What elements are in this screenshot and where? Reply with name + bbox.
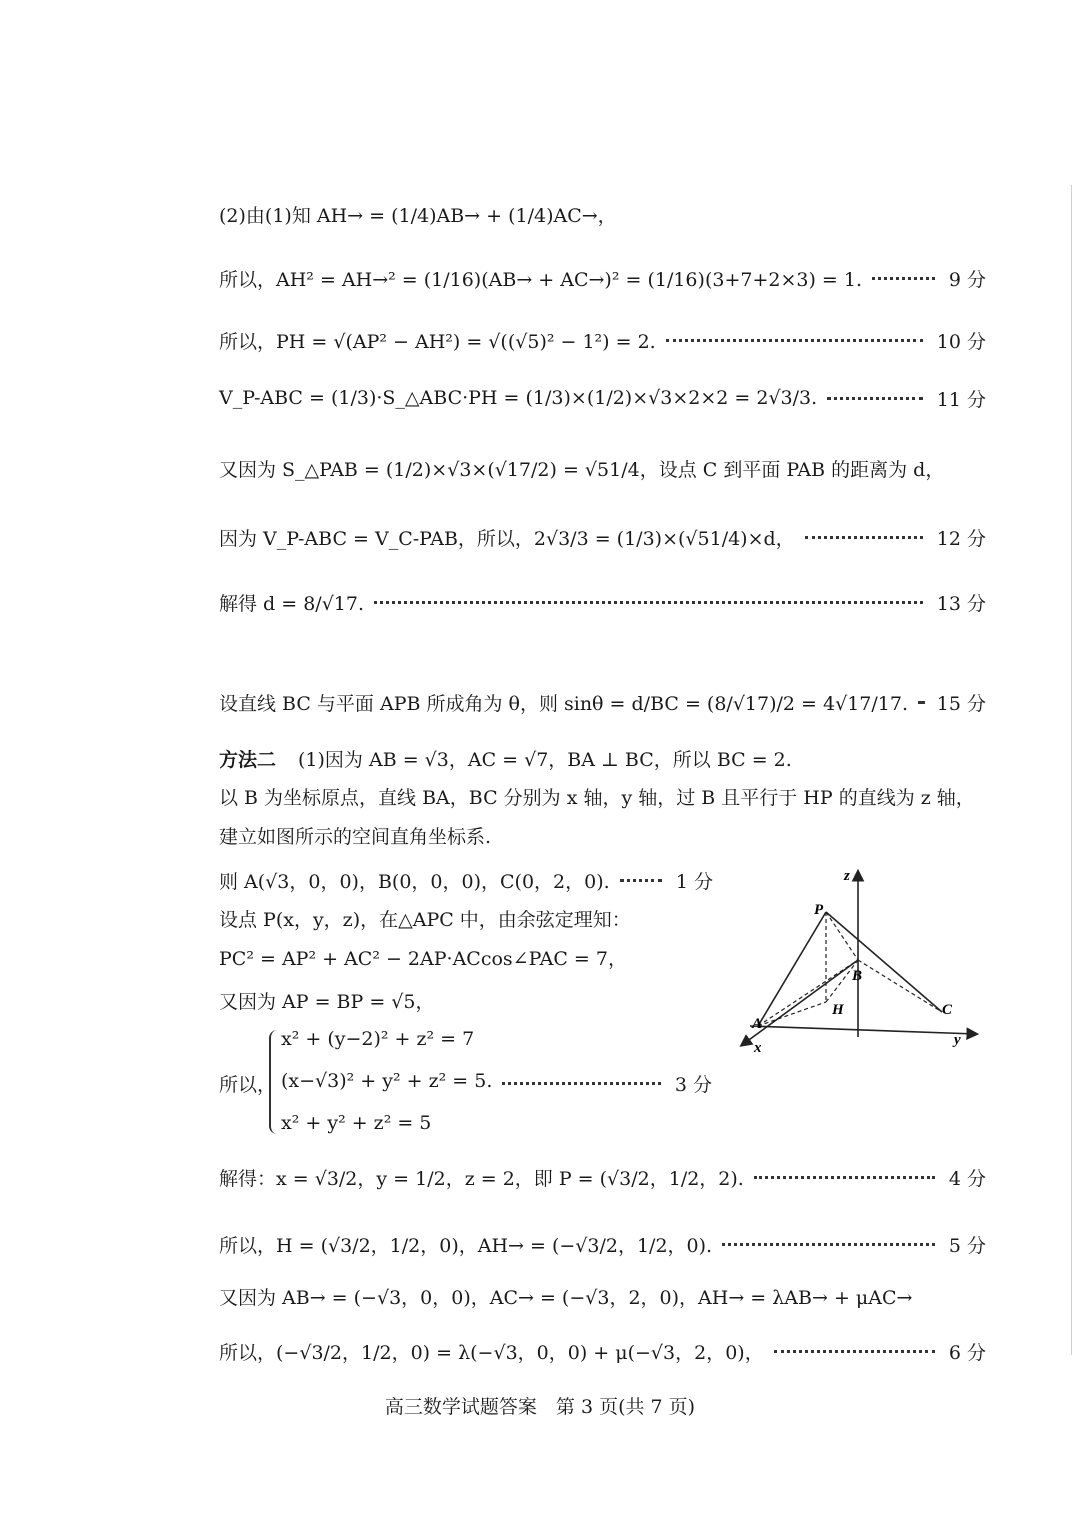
method-two-line: 方法二 (1)因为 AB = √3，AC = √7，BA ⊥ BC，所以 BC = 2. — [219, 738, 986, 778]
leader-dots — [918, 701, 923, 704]
edge-bc — [858, 960, 942, 1012]
solution-line-15: 又因为 AP = BP = √5， — [219, 990, 435, 1013]
method-two-heading: 方法二 — [219, 748, 277, 771]
score-label: 12 分 — [936, 527, 986, 550]
solution-line-4: V_P-ABC = (1/3)·S_△ABC·PH = (1/3)×(1/2)×√3×2×2 = 2√3/3. 11 分 — [219, 378, 986, 418]
y-axis — [750, 1026, 976, 1034]
solution-line-7: 解得 d = 8/√17. 13 分 — [219, 582, 986, 622]
solution-line-11: 建立如图所示的空间直角坐标系. — [219, 825, 492, 848]
score-label: 4 分 — [948, 1167, 986, 1190]
score-label: 9 分 — [948, 268, 986, 291]
coordinate-figure — [730, 862, 1010, 1062]
solution-line-13: 设点 P(x，y，z)，在△APC 中，由余弦定理知： — [219, 908, 631, 931]
left-brace — [269, 1030, 281, 1134]
score-label: 1 分 — [675, 870, 713, 893]
solution-line-5: 又因为 S_△PAB = (1/2)×√3×(√17/2) = √51/4，设点 C 到平面 PAB 的距离为 d， — [219, 458, 945, 481]
label-y: y — [954, 1032, 961, 1048]
leader-dots — [666, 339, 923, 342]
equation-row: x² + (y−2)² + z² = 7 — [281, 1028, 475, 1050]
equation-row: (x−√3)² + y² + z² = 5. — [281, 1070, 493, 1092]
equation-row: x² + y² + z² = 5 — [281, 1112, 432, 1134]
label-x: x — [754, 1040, 762, 1056]
solution-line-3: 所以，PH = √(AP² − AH²) = √((√5)² − 1²) = 2. 10 分 — [219, 320, 986, 360]
label-b: B — [852, 968, 863, 984]
solution-line-2: 所以，AH² = AH→² = (1/16)(AB→ + AC→)² = (1/16)(3+7+2×3) = 1. 9 分 — [219, 258, 986, 298]
leader-dots — [774, 1350, 935, 1353]
label-a: A — [752, 1016, 763, 1032]
equation-system: 所以， x² + (y−2)² + z² = 7 (x−√3)² + y² + z² = 5. x² + y² + z² = 5 3 分 — [219, 1028, 712, 1134]
label-c: C — [942, 1002, 953, 1018]
leader-dots — [502, 1082, 661, 1085]
solution-line-18: 所以，H = (√3/2，1/2，0)，AH→ = (−√3/2，1/2，0). 5 分 — [219, 1224, 986, 1264]
edge-ah — [758, 1002, 826, 1026]
solution-line-12: 则 A(√3，0，0)，B(0，0，0)，C(0，2，0). 1 分 — [219, 860, 713, 900]
label-z: z — [844, 868, 850, 884]
score-label: 11 分 — [936, 388, 986, 411]
score-label: 6 分 — [948, 1341, 986, 1364]
score-label: 3 分 — [674, 1074, 712, 1096]
solution-line-19: 又因为 AB→ = (−√3，0，0)，AC→ = (−√3，2，0)，AH→ = λAB→ + μAC→ — [219, 1286, 913, 1309]
score-label: 15 分 — [936, 692, 986, 715]
leader-dots — [872, 277, 935, 280]
label-p: P — [814, 902, 824, 918]
leader-dots — [722, 1243, 935, 1246]
solution-line-20: 所以，(−√3/2，1/2，0) = λ(−√3，0，0) + μ(−√3，2，0)， 6 分 — [219, 1331, 986, 1371]
page-footer: 高三数学试题答案 第 3 页(共 7 页) — [384, 1396, 696, 1418]
edge-pc — [826, 912, 942, 1012]
leader-dots — [827, 397, 923, 400]
page-edge-line — [1071, 185, 1072, 1355]
score-label: 13 分 — [936, 592, 986, 615]
label-h: H — [832, 1002, 844, 1018]
score-label: 10 分 — [936, 330, 986, 353]
solution-line-14: PC² = AP² + AC² − 2AP·ACcos∠PAC = 7， — [219, 947, 627, 970]
solution-line-1: (2)由(1)知 AH→ = (1/4)AB→ + (1/4)AC→， — [219, 204, 617, 227]
score-label: 5 分 — [948, 1234, 986, 1257]
leader-dots — [754, 1176, 935, 1179]
solution-line-6: 因为 V_P-ABC = V_C-PAB，所以，2√3/3 = (1/3)×(√51/4)×d， 12 分 — [219, 517, 986, 557]
solution-line-8: 设直线 BC 与平面 APB 所成角为 θ，则 sinθ = d/BC = (8/√17)/2 = 4√17/17. 15 分 — [219, 682, 986, 722]
solution-line-17: 解得：x = √3/2，y = 1/2，z = 2，即 P = (√3/2，1/2，2). 4 分 — [219, 1157, 986, 1197]
leader-dots — [374, 601, 923, 604]
solution-line-10: 以 B 为坐标原点，直线 BA，BC 分别为 x 轴，y 轴，过 B 且平行于 HP 的直线为 z 轴， — [219, 786, 975, 809]
leader-dots — [620, 879, 662, 882]
leader-dots — [805, 536, 923, 539]
